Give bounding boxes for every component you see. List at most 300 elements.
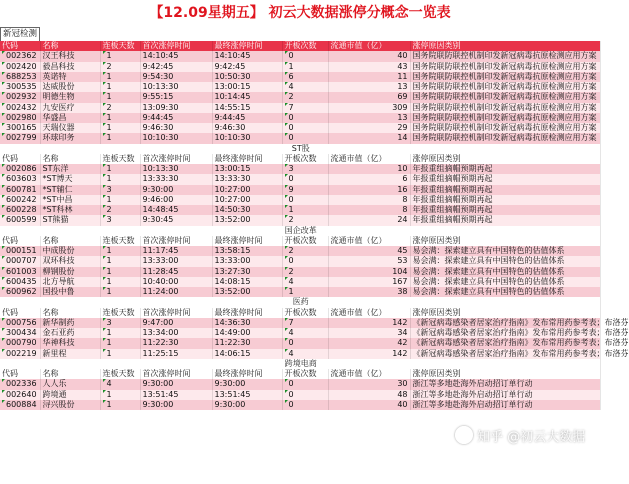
cell-last xyxy=(212,51,282,61)
cell-last xyxy=(212,246,282,256)
green-corner-mark-icon xyxy=(285,82,288,85)
header-days: 连板天数 xyxy=(100,369,140,379)
cell-text: 29 xyxy=(397,123,408,132)
cell-text: 9 xyxy=(288,184,294,194)
cell-text: 跨境通 xyxy=(42,389,67,399)
cell-text: 14:06:15 xyxy=(214,348,251,358)
cell-text: 3 xyxy=(288,164,294,173)
cell-text: 10:10:30 xyxy=(214,133,251,143)
cell-text: 13:00:15 xyxy=(214,82,251,91)
cell-first xyxy=(140,113,212,123)
green-corner-mark-icon xyxy=(103,215,106,218)
cell-code xyxy=(0,92,40,102)
cell-mcap xyxy=(328,318,410,328)
cell-text: 1 xyxy=(106,164,112,173)
cell-text: 2 xyxy=(106,205,112,214)
cell-code xyxy=(0,318,40,328)
green-corner-mark-icon xyxy=(103,72,106,75)
green-corner-mark-icon xyxy=(103,287,106,290)
cell-text: 13:51:45 xyxy=(142,389,179,399)
cell-code xyxy=(0,51,40,61)
cell-text: 10:27:00 xyxy=(214,184,251,194)
cell-opens xyxy=(282,390,328,400)
cell-days xyxy=(100,205,140,215)
header-last: 最终涨停时间 xyxy=(212,154,282,164)
header-code: 代码 xyxy=(0,236,40,246)
cell-mcap xyxy=(328,390,410,400)
green-corner-mark-icon xyxy=(2,51,5,54)
cell-mcap xyxy=(328,62,410,72)
cell-text: 69 xyxy=(397,92,408,102)
cell-text: 8 xyxy=(402,194,408,204)
green-corner-mark-icon xyxy=(2,164,5,167)
cell-days xyxy=(100,62,140,72)
cell-text: 华神科技 xyxy=(42,338,75,348)
cell-last xyxy=(212,185,282,195)
cell-name xyxy=(40,318,100,328)
cell-text: 国务院联防联控机制印发新冠病毒抗原检测应用方案 xyxy=(412,123,597,132)
cell-days xyxy=(100,390,140,400)
cell-days xyxy=(100,92,140,102)
cell-text: 40 xyxy=(397,399,408,409)
cell-text: 国务院联防联控机制印发新冠病毒抗原检测应用方案 xyxy=(412,71,597,81)
cell-text: 14:10:45 xyxy=(142,51,179,61)
header-opens: 开板次数 xyxy=(282,369,328,379)
cell-days xyxy=(100,72,140,82)
cell-text: 国务院联防联控机制印发新冠病毒抗原检测应用方案 xyxy=(412,51,597,61)
cell-text: 易会满：探索建立具有中国特色的估值体系 xyxy=(412,276,565,286)
cell-text: 华盛昌 xyxy=(42,112,67,122)
cell-mcap xyxy=(328,195,410,205)
header-name: 名称 xyxy=(40,41,100,51)
header-name: 名称 xyxy=(40,154,100,164)
cell-mcap xyxy=(328,215,410,225)
cell-text: 14:49:00 xyxy=(214,328,251,337)
header-last: 最终涨停时间 xyxy=(212,41,282,51)
cell-text: 1 xyxy=(106,246,112,255)
cell-code xyxy=(0,133,40,143)
section-label-row xyxy=(0,226,600,236)
section-label-row xyxy=(0,297,600,307)
cell-name xyxy=(40,287,100,297)
cell-last xyxy=(212,103,282,113)
cell-text: 142 xyxy=(392,317,408,327)
green-corner-mark-icon xyxy=(2,185,5,188)
cell-text: 浙江等多地赴海外启动招订单行动 xyxy=(412,379,533,389)
cell-mcap xyxy=(328,185,410,195)
cell-opens xyxy=(282,185,328,195)
cell-text: 1 xyxy=(288,287,294,296)
header-name: 名称 xyxy=(40,308,100,318)
cell-text: 年报重组摘帽预期再起 xyxy=(412,194,493,204)
table-row xyxy=(0,287,600,297)
green-corner-mark-icon xyxy=(2,379,5,382)
cell-text: 002420 xyxy=(6,61,37,71)
green-corner-mark-icon xyxy=(2,318,5,321)
cell-text: 000707 xyxy=(6,256,37,266)
header-first: 首次涨停时间 xyxy=(140,236,212,246)
cell-first xyxy=(140,205,212,215)
green-corner-mark-icon xyxy=(2,174,5,177)
cell-text: 10:27:00 xyxy=(214,194,251,204)
cell-text: 1 xyxy=(106,123,112,132)
table-row xyxy=(0,349,600,359)
cell-text: 金石亚药 xyxy=(42,328,75,337)
header-first: 首次涨停时间 xyxy=(140,154,212,164)
header-last: 最终涨停时间 xyxy=(212,369,282,379)
cell-mcap xyxy=(328,400,410,410)
green-corner-mark-icon xyxy=(2,133,5,136)
cell-days xyxy=(100,113,140,123)
cell-text: 0 xyxy=(288,194,294,204)
header-mcap: 流通市值（亿） xyxy=(328,308,410,318)
cell-opens xyxy=(282,123,328,133)
cell-text: 年报重组摘帽预期再起 xyxy=(412,205,493,214)
cell-last xyxy=(212,215,282,225)
cell-text: 0 xyxy=(288,256,294,266)
cell-reason xyxy=(410,174,600,184)
cell-name xyxy=(40,277,100,287)
cell-mcap xyxy=(328,277,410,287)
cell-days xyxy=(100,400,140,410)
cell-opens xyxy=(282,103,328,113)
cell-text: 601003 xyxy=(6,266,37,276)
green-corner-mark-icon xyxy=(103,379,106,382)
header-first: 首次涨停时间 xyxy=(140,369,212,379)
cell-text: 600228 xyxy=(6,205,37,214)
table-row xyxy=(0,164,600,174)
header-name: 名称 xyxy=(40,236,100,246)
cell-text: 13:09:30 xyxy=(142,102,179,112)
cell-opens xyxy=(282,215,328,225)
cell-text: 13:27:30 xyxy=(214,266,251,276)
green-corner-mark-icon xyxy=(2,328,5,331)
cell-text: 300165 xyxy=(6,123,37,132)
cell-days xyxy=(100,267,140,277)
cell-reason xyxy=(410,51,600,61)
cell-text: 14:48:45 xyxy=(142,205,179,214)
cell-text: 国投中鲁 xyxy=(42,287,75,296)
cell-reason xyxy=(410,348,629,359)
cell-text: 13:33:30 xyxy=(214,174,251,184)
green-corner-mark-icon xyxy=(285,215,288,218)
table-row xyxy=(0,215,600,225)
header-reason: 涨停原因类别 xyxy=(410,41,600,51)
cell-text: 1 xyxy=(106,338,112,348)
cell-mcap xyxy=(328,123,410,133)
green-corner-mark-icon xyxy=(103,195,106,198)
header-code: 代码 xyxy=(0,41,40,51)
cell-text: 易会满：探索建立具有中国特色的估值体系 xyxy=(412,266,565,276)
cell-name xyxy=(40,379,100,389)
green-corner-mark-icon xyxy=(285,133,288,136)
green-corner-mark-icon xyxy=(103,185,106,188)
header-last: 最终涨停时间 xyxy=(212,236,282,246)
green-corner-mark-icon xyxy=(103,246,106,249)
cell-text: 14:50:30 xyxy=(214,205,251,214)
cell-text: 4 xyxy=(288,328,294,337)
cell-text: 14:36:30 xyxy=(214,317,251,327)
cell-text: 1 xyxy=(106,82,112,91)
cell-text: 国务院联防联控机制印发新冠病毒抗原检测应用方案 xyxy=(412,102,597,112)
cell-text: 13 xyxy=(397,82,408,91)
cell-days xyxy=(100,379,140,389)
cell-text: 002336 xyxy=(6,379,37,389)
cell-text: 4 xyxy=(106,379,112,389)
cell-name xyxy=(40,174,100,184)
green-corner-mark-icon xyxy=(285,379,288,382)
cell-text: 9:55:15 xyxy=(142,92,174,102)
cell-first xyxy=(140,195,212,205)
cell-name xyxy=(40,164,100,174)
cell-text: 002219 xyxy=(6,348,37,358)
header-name: 名称 xyxy=(40,369,100,379)
cell-first xyxy=(140,256,212,266)
section-label-row xyxy=(0,359,600,369)
cell-reason xyxy=(410,82,600,92)
cell-text: 2 xyxy=(288,266,294,276)
cell-text: 40 xyxy=(397,51,408,61)
cell-last xyxy=(212,62,282,72)
cell-days xyxy=(100,164,140,174)
cell-reason xyxy=(410,123,600,133)
cell-text: 43 xyxy=(397,61,408,71)
cell-first xyxy=(140,277,212,287)
green-corner-mark-icon xyxy=(2,62,5,65)
cell-text: 3 xyxy=(106,317,112,327)
cell-text: 2 xyxy=(288,246,294,255)
green-corner-mark-icon xyxy=(2,267,5,270)
green-corner-mark-icon xyxy=(285,390,288,393)
cell-opens xyxy=(282,256,328,266)
cell-reason xyxy=(410,133,600,143)
watermark xyxy=(455,424,595,446)
cell-text: 柳钢股份 xyxy=(42,266,75,276)
cell-opens xyxy=(282,318,328,328)
cell-text: 0 xyxy=(288,399,294,409)
green-corner-mark-icon xyxy=(103,328,106,331)
cell-code xyxy=(0,390,40,400)
cell-opens xyxy=(282,92,328,102)
cell-opens xyxy=(282,133,328,143)
cell-opens xyxy=(282,51,328,61)
table-header-row xyxy=(0,369,600,379)
cell-text: 600435 xyxy=(6,276,37,286)
cell-text: 10:10:30 xyxy=(142,133,179,143)
cell-text: 9:47:00 xyxy=(142,317,174,327)
cell-mcap xyxy=(328,103,410,113)
cell-text: 易会满：探索建立具有中国特色的估值体系 xyxy=(412,287,565,296)
cell-text: 002432 xyxy=(6,102,37,112)
green-corner-mark-icon xyxy=(103,318,106,321)
table-row xyxy=(0,246,600,256)
header-reason: 涨停原因类别 xyxy=(410,154,600,164)
cell-text: 002086 xyxy=(6,164,37,173)
cell-text: ST东洋 xyxy=(42,164,69,173)
cell-text: 167 xyxy=(392,276,408,286)
cell-text: 1 xyxy=(106,133,112,143)
cell-text: 1 xyxy=(106,276,112,286)
green-corner-mark-icon xyxy=(285,123,288,126)
cell-text: 9:54:30 xyxy=(142,71,174,81)
cell-text: ST熊猫 xyxy=(42,215,69,225)
cell-last xyxy=(212,379,282,389)
limit-up-table xyxy=(0,41,629,410)
cell-text: 9:42:45 xyxy=(214,61,246,71)
cell-text: 国务院联防联控机制印发新冠病毒抗原检测应用方案 xyxy=(412,133,597,143)
cell-code xyxy=(0,195,40,205)
header-opens: 开板次数 xyxy=(282,236,328,246)
cell-text: 38 xyxy=(397,287,408,296)
header-reason: 涨停原因类别 xyxy=(410,308,600,318)
cell-text: 600962 xyxy=(6,287,37,296)
green-corner-mark-icon xyxy=(103,256,106,259)
cell-days xyxy=(100,133,140,143)
table-row xyxy=(0,92,600,102)
cell-text: 《新冠病毒感染者居家治疗指南》发布常用药参考表；布洛芬 xyxy=(412,328,629,337)
cell-text: 7 xyxy=(288,317,294,327)
cell-first xyxy=(140,215,212,225)
cell-text: 国务院联防联控机制印发新冠病毒抗原检测应用方案 xyxy=(412,112,597,122)
cell-first xyxy=(140,400,212,410)
cell-text: 603603 xyxy=(6,174,37,184)
cell-days xyxy=(100,338,140,348)
cell-name xyxy=(40,62,100,72)
section-label: ST股 xyxy=(0,144,600,154)
cell-text: 14:10:45 xyxy=(214,51,251,61)
cell-first xyxy=(140,318,212,328)
green-corner-mark-icon xyxy=(285,92,288,95)
table-row xyxy=(0,113,600,123)
cell-mcap xyxy=(328,205,410,215)
cell-text: 53 xyxy=(397,256,408,266)
cell-text: 九安医疗 xyxy=(42,102,75,112)
green-corner-mark-icon xyxy=(103,123,106,126)
cell-code xyxy=(0,287,40,297)
cell-text: 《新冠病毒感染者居家治疗指南》发布常用药参考表；布洛芬 xyxy=(412,317,629,327)
cell-text: 9:30:45 xyxy=(142,215,174,225)
cell-first xyxy=(140,92,212,102)
cell-code xyxy=(0,185,40,195)
cell-opens xyxy=(282,267,328,277)
table-row xyxy=(0,379,600,389)
green-corner-mark-icon xyxy=(285,400,288,403)
cell-text: 2 xyxy=(106,61,112,71)
cell-text: *ST辅仁 xyxy=(42,184,73,194)
cell-first xyxy=(140,174,212,184)
cell-reason xyxy=(410,317,629,328)
cell-reason xyxy=(410,195,600,205)
cell-last xyxy=(212,318,282,328)
cell-text: 14:08:15 xyxy=(214,276,251,286)
cell-opens xyxy=(282,349,328,359)
cell-text: 浙江等多地赴海外启动招订单行动 xyxy=(412,389,533,399)
cell-opens xyxy=(282,328,328,338)
cell-last xyxy=(212,174,282,184)
green-corner-mark-icon xyxy=(2,103,5,106)
cell-text: 1 xyxy=(106,174,112,184)
green-corner-mark-icon xyxy=(285,164,288,167)
cell-last xyxy=(212,72,282,82)
cell-text: 易会满：探索建立具有中国特色的估值体系 xyxy=(412,256,565,266)
cell-code xyxy=(0,277,40,287)
green-corner-mark-icon xyxy=(285,103,288,106)
cell-text: 000756 xyxy=(6,317,37,327)
cell-last xyxy=(212,338,282,348)
cell-days xyxy=(100,82,140,92)
table-row xyxy=(0,103,600,113)
cell-code xyxy=(0,256,40,266)
cell-text: 0 xyxy=(288,51,294,61)
header-opens: 开板次数 xyxy=(282,41,328,51)
cell-reason xyxy=(410,215,600,225)
cell-first xyxy=(140,390,212,400)
header-mcap: 流通市值（亿） xyxy=(328,154,410,164)
green-corner-mark-icon xyxy=(103,51,106,54)
cell-opens xyxy=(282,195,328,205)
cell-text: 13:52:00 xyxy=(214,215,251,225)
cell-text: 13:52:00 xyxy=(214,287,251,296)
green-corner-mark-icon xyxy=(285,318,288,321)
cell-text: 600781 xyxy=(6,184,37,194)
section-label: 国企改革 xyxy=(0,226,600,236)
cell-name xyxy=(40,51,100,61)
cell-last xyxy=(212,328,282,338)
cell-text: *ST博天 xyxy=(42,174,73,184)
cell-text: 《新冠病毒感染者居家治疗指南》发布常用药参考表；布洛芬 xyxy=(412,348,629,358)
green-corner-mark-icon xyxy=(285,338,288,341)
cell-first xyxy=(140,123,212,133)
cell-text: 2 xyxy=(106,102,112,112)
green-corner-mark-icon xyxy=(285,174,288,177)
cell-code xyxy=(0,205,40,215)
cell-days xyxy=(100,349,140,359)
cell-text: 年报重组摘帽预期再起 xyxy=(412,174,493,184)
cell-code xyxy=(0,328,40,338)
cell-opens xyxy=(282,82,328,92)
cell-opens xyxy=(282,246,328,256)
cell-text: 0 xyxy=(288,133,294,143)
table-row xyxy=(0,328,600,338)
cell-text: 000151 xyxy=(6,246,37,255)
cell-code xyxy=(0,164,40,174)
green-corner-mark-icon xyxy=(2,287,5,290)
header-days: 连板天数 xyxy=(100,236,140,246)
cell-last xyxy=(212,349,282,359)
section-label: 医药 xyxy=(0,297,600,307)
cell-code xyxy=(0,123,40,133)
header-last: 最终涨停时间 xyxy=(212,308,282,318)
cell-days xyxy=(100,103,140,113)
table-row xyxy=(0,318,600,328)
cell-text: 1 xyxy=(106,399,112,409)
green-corner-mark-icon xyxy=(2,195,5,198)
table-header-row xyxy=(0,154,600,164)
cell-first xyxy=(140,338,212,348)
cell-text: 1 xyxy=(288,205,294,214)
cell-name xyxy=(40,82,100,92)
cell-text: *ST科林 xyxy=(42,205,73,214)
green-corner-mark-icon xyxy=(103,133,106,136)
green-corner-mark-icon xyxy=(285,113,288,116)
table-row xyxy=(0,338,600,348)
cell-first xyxy=(140,185,212,195)
cell-text: 11:28:45 xyxy=(142,266,179,276)
cell-text: 10:50:30 xyxy=(214,71,251,81)
cell-text: 天瑞仪器 xyxy=(42,123,75,132)
table-header-row xyxy=(0,308,600,318)
header-days: 连板天数 xyxy=(100,154,140,164)
